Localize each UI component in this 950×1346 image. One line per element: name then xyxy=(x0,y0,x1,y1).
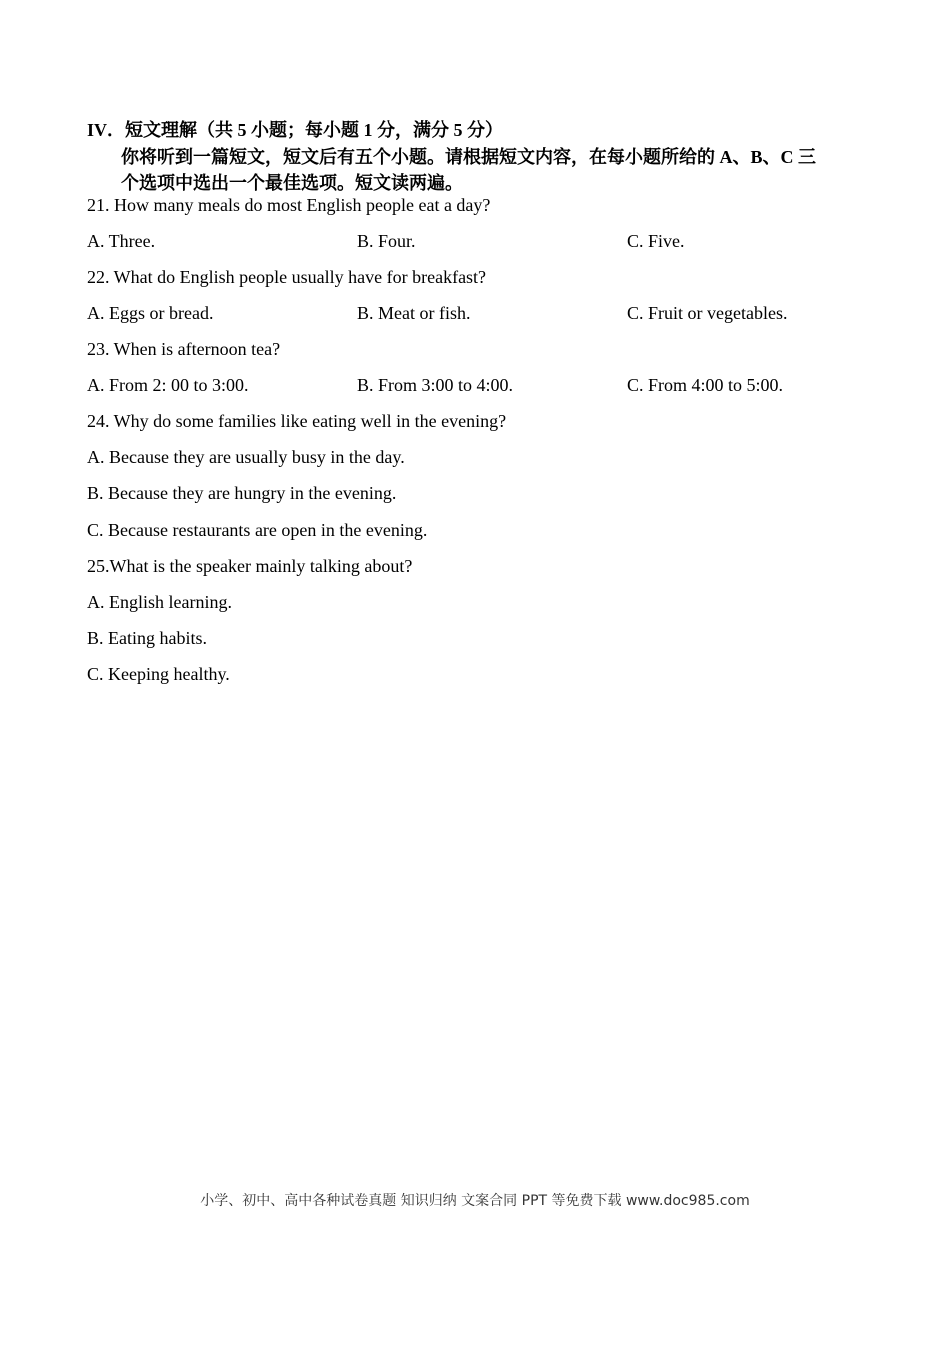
question-22-options xyxy=(87,301,887,325)
question-25-option-c: C. Keeping healthy. xyxy=(87,664,230,684)
question-23-option-b: B. From 3:00 to 4:00. xyxy=(357,375,514,395)
question-21-options xyxy=(87,229,887,253)
question-24-option-a: A. Because they are usually busy in the day. xyxy=(87,447,405,467)
section-heading: IV．短文理解（共 5 小题；每小题 1 分，满分 5 分） xyxy=(87,120,504,140)
question-25-option-b: B. Eating habits. xyxy=(87,628,207,648)
page-footer: 小学、初中、高中各种试卷真题 知识归纳 文案合同 PPT 等免费下载 www.doc985.com xyxy=(200,1193,750,1209)
question-23-option-a: A. From 2: 00 to 3:00. xyxy=(87,375,249,395)
question-24-option-b: B. Because they are hungry in the evening. xyxy=(87,483,397,503)
question-23-stem: 23. When is afternoon tea? xyxy=(87,339,281,359)
question-24-option-c: C. Because restaurants are open in the evening. xyxy=(87,520,428,540)
question-22-option-b: B. Meat or fish. xyxy=(357,303,471,323)
question-25-stem: 25.What is the speaker mainly talking about? xyxy=(87,556,413,576)
instruction-line-2: 个选项中选出一个最佳选项。短文读两遍。 xyxy=(121,173,463,193)
question-22-option-a: A. Eggs or bread. xyxy=(87,303,214,323)
question-23-options xyxy=(87,373,887,397)
question-24-stem: 24. Why do some families like eating well in the evening? xyxy=(87,411,507,431)
question-22-option-c: C. Fruit or vegetables. xyxy=(627,303,788,323)
question-21-option-c: C. Five. xyxy=(627,231,685,251)
question-21-option-a: A. Three. xyxy=(87,231,156,251)
question-21-option-b: B. Four. xyxy=(357,231,416,251)
question-25-option-a: A. English learning. xyxy=(87,592,232,612)
question-23-option-c: C. From 4:00 to 5:00. xyxy=(627,375,784,395)
question-21-stem: 21. How many meals do most English people eat a day? xyxy=(87,195,491,215)
section-instructions xyxy=(121,144,881,196)
question-22-stem: 22. What do English people usually have for breakfast? xyxy=(87,267,487,287)
instruction-line-1: 你将听到一篇短文，短文后有五个小题。请根据短文内容，在每小题所给的 A、B、C 三 xyxy=(121,147,816,167)
